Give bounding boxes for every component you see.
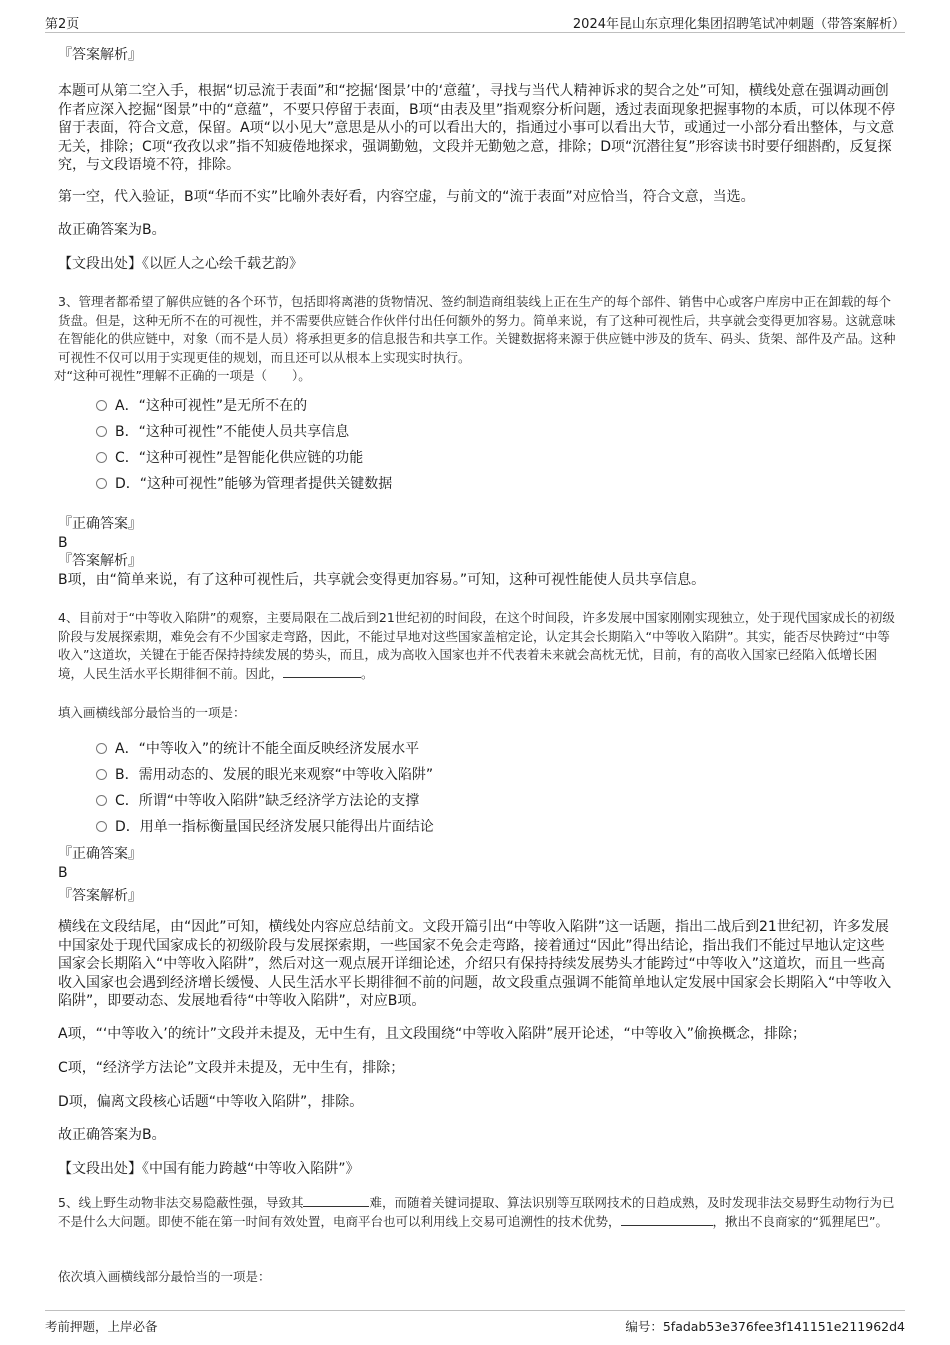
- q4-answer-block: [58, 845, 898, 906]
- q3-answer: B: [58, 534, 68, 551]
- q4-option-b[interactable]: [96, 765, 433, 785]
- radio-icon[interactable]: [96, 400, 107, 411]
- q4-source-block: [58, 1160, 898, 1179]
- q4-conclusion: 故正确答案为B。: [58, 1127, 166, 1143]
- page-header: [45, 10, 905, 33]
- q3-stem: 3、管理者都希望了解供应链的各个环节，包括即将离港的货物情况、签约制造商组装线上正在生产的每个部件、销售中心或客户库房中正在卸载的每个货盘。但是，这种无所不在的可视性，并不需要供应链合作伙伴付出任何额外的努力。简单来说，有了这种可视性后，共享就会变得更加容易。这就意味在智能化的供应链中，对象（而不是人员）将承担更多的信息报告和共享工作。关键数据将来源于供应链中涉及的货车、码头、货架、部件及产品。这种可视性不仅可以用于实现更佳的规划，而且还可以从根本上实现实时执行。: [58, 294, 896, 365]
- q5-question-block: [58, 1268, 898, 1287]
- q3-answer-label: 『正确答案』: [58, 516, 142, 532]
- radio-icon[interactable]: [96, 743, 107, 754]
- radio-icon[interactable]: [96, 478, 107, 489]
- q2-analysis-label: 『答案解析』: [58, 47, 142, 63]
- q5-stem-c: ，揪出不良商家的“狐狸尾巴”。: [712, 1213, 888, 1229]
- q4-analysis-d-block: [58, 1093, 898, 1112]
- q2-analysis-p2-block: [58, 188, 898, 207]
- q4-analysis-p1-block: [58, 918, 898, 1011]
- q4-stem: [58, 609, 898, 683]
- q4-analysis-p1: 横线在文段结尾，由“因此”可知，横线处内容应总结前文。文段开篇引出“中等收入陷阱”这一话题，指出二战后到21世纪初，许多发展中国家处于现代国家成长的初级阶段与发展探索期，一些国家不免会走弯路，接着通过“因此”得出结论，指出我们不能过早地认定这些国家会长期陷入“中等收入陷阱”，然后对这一观点展开详细论述，介绍只有保持持续发展势头才能跨过“中等收入”这道坎，而且一些高收入国家也会遇到经济增长缓慢、人民生活水平长期徘徊不前的问题，故文段重点强调不能简单地认定发展中国家会长期陷入“中等收入陷阱”，即要动态、发展地看待“中等收入陷阱”，对应B项。: [58, 919, 892, 1009]
- page-number: 第2页: [45, 17, 80, 32]
- q5-stem: [58, 1194, 898, 1231]
- q4-stem-block: [58, 609, 898, 683]
- q4-option-d-text: D．用单一指标衡量国民经济发展只能得出片面结论: [115, 819, 434, 835]
- q5-blank-2: [621, 1213, 713, 1226]
- q3-option-a[interactable]: [96, 396, 307, 416]
- q2-conclusion-block: [58, 221, 898, 240]
- q4-blank: [283, 665, 361, 678]
- q4-option-c-text: C．所谓“中等收入陷阱”缺乏经济学方法论的支撑: [115, 793, 420, 809]
- page-footer: [45, 1310, 905, 1337]
- q4-answer: B: [58, 864, 68, 881]
- radio-icon[interactable]: [96, 795, 107, 806]
- radio-icon[interactable]: [96, 452, 107, 463]
- q3-option-d-text: D．“这种可视性”能够为管理者提供关键数据: [115, 476, 393, 492]
- q3-option-c-text: C．“这种可视性”是智能化供应链的功能: [115, 450, 364, 466]
- q3-option-b-text: B．“这种可视性”不能使人员共享信息: [115, 424, 350, 440]
- document-id: 编号：5fadab53e376fee3f141151e211962d4: [625, 1319, 905, 1334]
- q4-option-c[interactable]: [96, 791, 419, 811]
- q3-option-a-text: A．“这种可视性”是无所不在的: [115, 398, 308, 414]
- q3-answer-block: [58, 515, 898, 589]
- q4-option-b-text: B．需用动态的、发展的眼光来观察“中等收入陷阱”: [115, 767, 434, 783]
- q3-question: 对“这种可视性”理解不正确的一项是（ ）。: [54, 368, 311, 383]
- q4-answer-label: 『正确答案』: [58, 846, 142, 862]
- q4-stem-text: 4、目前对于“中等收入陷阱”的观察，主要局限在二战后到21世纪初的时间段，在这个时间段，许多发展中国家刚刚实现独立，处于现代国家成长的初级阶段与发展探索期，难免会有不少国家走弯路，因此，不能过早地对这些国家盖棺定论，认定其会长期陷入“中等收入陷阱”。其实，能否尽快跨过“中等收入”这道坎，关键在于能否保持持续发展的势头，而且，成为高收入国家也并不代表着未来就会高枕无忧，目前，有的高收入国家已经陷入低增长困境，人民生活水平长期徘徊不前。因此，: [58, 610, 895, 681]
- q4-analysis-d: D项，偏离文段核心话题“中等收入陷阱”，排除。: [58, 1094, 364, 1110]
- radio-icon[interactable]: [96, 769, 107, 780]
- q2-analysis-p1: 本题可从第二空入手，根据“切忌流于表面”和“挖掘‘图景’中的‘意蕴’，寻找与当代人精神诉求的契合之处”可知，横线处意在强调动画创作者应深入挖掘“图景”中的“意蕴”，不要只停留于表面，B项“由表及里”指观察分析问题，透过表面现象把握事物的本质，可以体现不停留于表面，符合文意，保留。A项“以小见大”意思是从小的可以看出大的，指通过小事可以看出大节，或通过一小部分看出整体，与文意无关，排除；C项“孜孜以求”指不知疲倦地探求，强调勤勉，文段并无勤勉之意，排除；D项“沉潜往复”形容读书时要仔细斟酌，反复探究，与文段语境不符，排除。: [58, 83, 896, 173]
- q4-analysis-c: C项，“经济学方法论”文段并未提及，无中生有，排除；: [58, 1060, 405, 1076]
- q3-option-d[interactable]: [96, 474, 392, 494]
- footer-slogan: 考前押题，上岸必备: [45, 1319, 158, 1334]
- q4-analysis-a: A项，“‘中等收入’的统计”文段并未提及，无中生有，且文段围绕“中等收入陷阱”展开论述，“中等收入”偷换概念，排除；: [58, 1026, 806, 1042]
- q4-question-block: [58, 704, 898, 723]
- q4-analysis-a-block: [58, 1025, 898, 1044]
- radio-icon[interactable]: [96, 821, 107, 832]
- q4-analysis-c-block: [58, 1059, 898, 1078]
- q5-stem-block: [58, 1194, 898, 1231]
- q2-analysis-label-block: [58, 46, 898, 65]
- q2-analysis-p2: 第一空，代入验证，B项“华而不实”比喻外表好看，内容空虚，与前文的“流于表面”对应恰当，符合文意，当选。: [58, 189, 755, 205]
- q5-stem-b: 难，而随着关键词提取、算法识别等互联网技术的日趋成熟，及时发现非法交易野生动物行为已不是什么大问题。即使不能在第一时间有效处置，电商平台也可以利用线上交易可追溯性的技术优势，: [58, 1195, 895, 1229]
- q4-question: 填入画横线部分最恰当的一项是：: [58, 705, 246, 720]
- q5-question: 依次填入画横线部分最恰当的一项是：: [58, 1269, 271, 1284]
- q2-source-block: [58, 255, 898, 274]
- q4-conclusion-block: [58, 1126, 898, 1145]
- q5-stem-a: 5、线上野生动物非法交易隐蔽性强，导致其: [58, 1195, 304, 1210]
- q3-analysis: B项，由“简单来说，有了这种可视性后，共享就会变得更加容易。”可知，这种可视性能使人员共享信息。: [58, 571, 706, 588]
- document-title: 2024年昆山东京理化集团招聘笔试冲刺题（带答案解析）: [572, 17, 905, 32]
- q5-blank-1: [303, 1194, 369, 1207]
- q4-analysis-label: 『答案解析』: [58, 888, 142, 904]
- q2-conclusion: 故正确答案为B。: [58, 222, 166, 238]
- q4-stem-end: 。: [361, 665, 374, 681]
- q3-option-b[interactable]: [96, 422, 349, 442]
- q4-option-a[interactable]: [96, 739, 419, 759]
- q4-source: 【文段出处】《中国有能力跨越“中等收入陷阱”》: [58, 1161, 360, 1177]
- q2-source: 【文段出处】《以匠人之心绘千载艺韵》: [58, 256, 303, 272]
- q2-analysis-p1-block: [58, 82, 898, 175]
- radio-icon[interactable]: [96, 426, 107, 437]
- q4-option-a-text: A．“中等收入”的统计不能全面反映经济发展水平: [115, 741, 420, 757]
- q3-option-c[interactable]: [96, 448, 363, 468]
- q3-analysis-label: 『答案解析』: [58, 553, 142, 569]
- q3-stem-block: [54, 293, 898, 386]
- q4-option-d[interactable]: [96, 817, 434, 837]
